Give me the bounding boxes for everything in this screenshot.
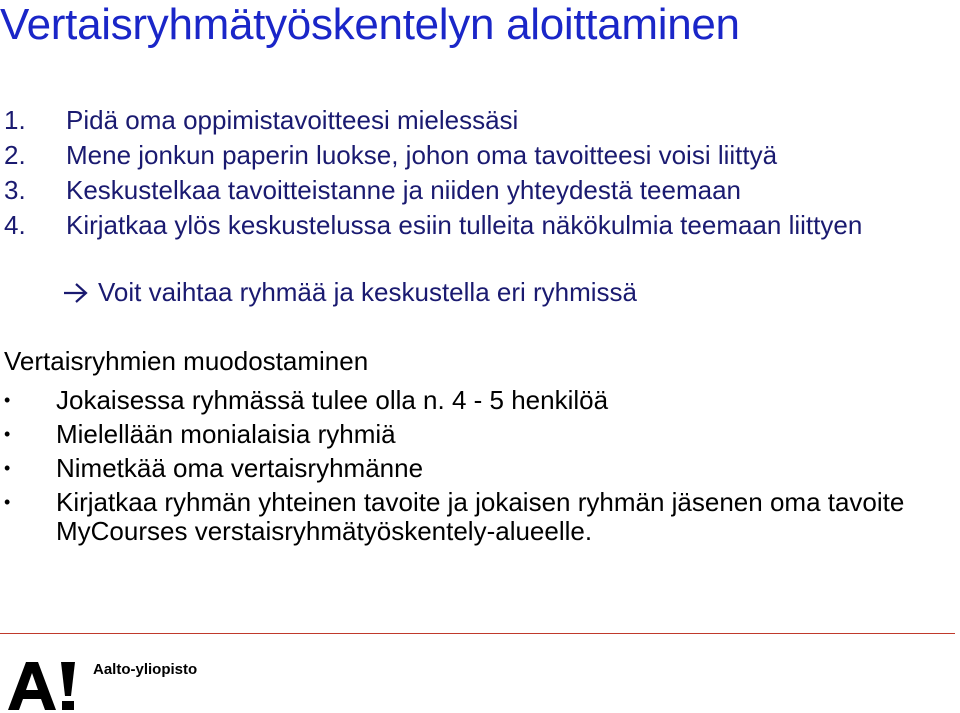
section-heading: Vertaisryhmien muodostaminen — [4, 346, 369, 376]
slide-title: Vertaisryhmätyöskentelyn aloittaminen — [0, 0, 740, 49]
step-item — [4, 208, 934, 243]
bullet-item — [4, 420, 949, 449]
step-item — [4, 103, 934, 138]
step-text: Keskustelkaa tavoitteistanne ja niiden yhteydestä teemaan — [66, 175, 741, 205]
step-number: 4. — [4, 210, 26, 240]
step-number: 3. — [4, 175, 26, 205]
footer-divider — [0, 633, 955, 634]
bullet-text: Nimetkää oma vertaisryhmänne — [56, 453, 424, 483]
logo-text: Aalto-yliopisto — [93, 661, 198, 678]
step-text: Pidä oma oppimistavoitteesi mielessäsi — [66, 105, 519, 135]
step-number: 1. — [4, 105, 26, 135]
bullet-symbol: • — [4, 424, 11, 444]
bullet-item — [4, 386, 949, 415]
bullet-list — [4, 386, 949, 551]
step-text: Kirjatkaa ylös keskustelussa esiin tulleita näkökulmia teemaan liittyen — [66, 210, 863, 240]
bullet-text: Jokaisessa ryhmässä tulee olla n. 4 - 5 henkilöä — [56, 385, 609, 415]
step-item — [4, 173, 934, 208]
note-text: Voit vaihtaa ryhmää ja keskustella eri ryhmissä — [98, 277, 638, 307]
bullet-symbol: • — [4, 390, 11, 410]
steps-list — [4, 103, 934, 243]
bullet-text: Mielellään monialaisia ryhmiä — [56, 419, 396, 449]
bullet-item — [4, 488, 949, 546]
bullet-symbol: • — [4, 492, 11, 512]
bullet-symbol: • — [4, 458, 11, 478]
step-number: 2. — [4, 140, 26, 170]
step-text: Mene jonkun paperin luokse, johon oma tavoitteesi voisi liittyä — [66, 140, 778, 170]
aalto-logo-icon — [8, 658, 78, 712]
bullet-item — [4, 454, 949, 483]
bullet-text: Kirjatkaa ryhmän yhteinen tavoite ja jokaisen ryhmän jäsenen oma tavoite MyCourses verstaisryhmätyöskentely-alueelle. — [56, 487, 905, 546]
step-item — [4, 138, 934, 173]
group-switch-note — [62, 277, 637, 308]
arrow-right-icon — [62, 281, 90, 305]
